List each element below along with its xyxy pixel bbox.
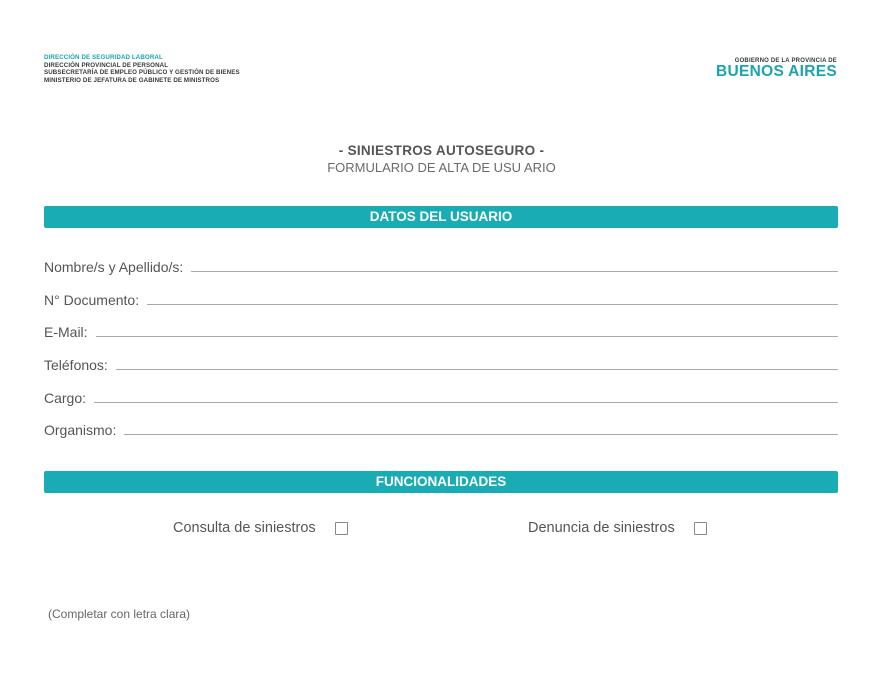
header-line-2: DIRECCIÓN PROVINCIAL DE PERSONAL (44, 61, 169, 69)
checkbox-denuncia-box[interactable] (694, 522, 707, 535)
field-name[interactable] (44, 255, 838, 275)
field-document-label: N° Documento: (44, 292, 140, 308)
field-organism[interactable] (44, 418, 838, 438)
field-email-line[interactable] (96, 336, 838, 337)
field-document[interactable] (44, 288, 838, 308)
field-organism-line[interactable] (124, 434, 838, 435)
checkbox-denuncia[interactable] (528, 520, 707, 536)
checkbox-consulta-box[interactable] (335, 522, 348, 535)
checkbox-consulta[interactable] (173, 520, 348, 536)
government-logo (716, 58, 837, 80)
field-phones-label: Teléfonos: (44, 357, 108, 373)
field-position[interactable] (44, 386, 838, 406)
section-header-user-data: DATOS DEL USUARIO (44, 206, 838, 228)
header-line-1: DIRECCIÓN DE SEGURIDAD LABORAL (44, 54, 163, 61)
logo-title: BUENOS AIRES (715, 63, 837, 80)
field-email-label: E-Mail: (44, 324, 88, 340)
field-name-label: Nombre/s y Apellido/s: (44, 259, 184, 275)
checkbox-consulta-label: Consulta de siniestros (173, 520, 316, 536)
section-header-features: FUNCIONALIDADES (44, 471, 838, 493)
field-position-label: Cargo: (44, 390, 87, 406)
checkbox-denuncia-label: Denuncia de siniestros (528, 520, 675, 536)
form-title-sub: FORMULARIO DE ALTA DE USU ARIO (327, 160, 556, 175)
field-position-line[interactable] (94, 402, 838, 403)
field-name-line[interactable] (191, 271, 838, 272)
field-document-line[interactable] (147, 304, 838, 305)
form-title (0, 143, 883, 175)
logo-subtitle: GOBIERNO DE LA PROVINCIA DE (734, 58, 837, 64)
ministry-header (44, 54, 240, 84)
form-title-main: - SINIESTROS AUTOSEGURO - (338, 143, 545, 158)
field-email[interactable] (44, 320, 838, 340)
instructions-note: (Completar con letra clara) (48, 607, 191, 621)
header-line-4: MINISTERIO DE JEFATURA DE GABINETE DE MINISTROS (44, 76, 220, 84)
header-line-3: SUBSECRETARÍA DE EMPLEO PÚBLICO Y GESTIÓN DE BIENES (44, 69, 240, 77)
field-phones-line[interactable] (116, 369, 838, 370)
field-organism-label: Organismo: (44, 422, 117, 438)
field-phones[interactable] (44, 353, 838, 373)
